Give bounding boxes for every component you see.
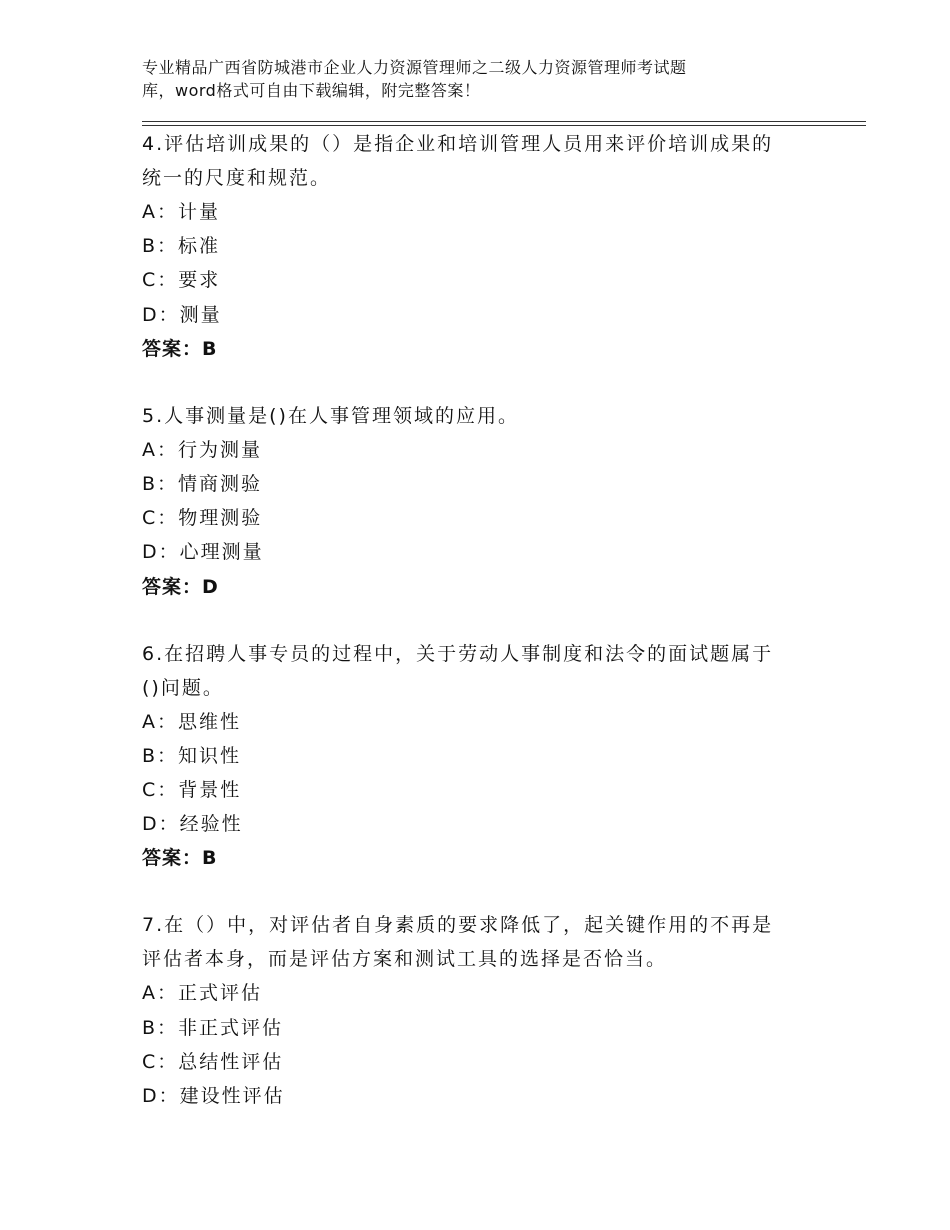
option-d: D：经验性: [142, 813, 243, 836]
option-d: D：测量: [142, 303, 222, 326]
option-d: D：心理测量: [142, 541, 264, 564]
document-header: [142, 56, 802, 102]
header-line-1: 专业精品广西省防城港市企业人力资源管理师之二级人力资源管理师考试题: [142, 58, 687, 77]
option-b: B：情商测验: [142, 473, 263, 496]
option-c: C：要求: [142, 269, 221, 292]
option-c: C：物理测验: [142, 507, 263, 530]
question-stem: 6.在招聘人事专员的过程中，关于劳动人事制度和法令的面试题属于: [142, 642, 774, 665]
option-d: D：建设性评估: [142, 1085, 285, 1108]
answer-label: 答案：B: [142, 337, 218, 360]
question-stem-continued: 评估者本身，而是评估方案和测试工具的选择是否恰当。: [142, 948, 668, 971]
header-rule-top: [142, 121, 866, 122]
question-6: [142, 637, 802, 876]
option-c: C：背景性: [142, 779, 242, 802]
option-b: B：非正式评估: [142, 1016, 284, 1039]
option-b: B：标准: [142, 235, 221, 258]
option-c: C：总结性评估: [142, 1050, 284, 1073]
question-7: [142, 908, 802, 1113]
answer-label: 答案：B: [142, 847, 218, 870]
option-b: B：知识性: [142, 744, 242, 767]
header-line-2: 库，word格式可自由下载编辑，附完整答案！: [142, 81, 481, 100]
question-list: [142, 127, 802, 1146]
question-4: [142, 127, 802, 366]
question-stem-continued: 统一的尺度和规范。: [142, 167, 332, 189]
question-stem: 7.在（）中，对评估者自身素质的要求降低了，起关键作用的不再是: [142, 914, 774, 937]
option-a: A：思维性: [142, 710, 241, 733]
answer-label: 答案：D: [142, 575, 219, 598]
question-stem: 4.评估培训成果的（）是指企业和培训管理人员用来评价培训成果的: [142, 133, 774, 155]
question-5: [142, 399, 802, 604]
question-stem: 5.人事测量是()在人事管理领域的应用。: [142, 404, 519, 427]
option-a: A：行为测量: [142, 438, 262, 461]
option-a: A：正式评估: [142, 982, 262, 1005]
header-rule-bottom: [142, 125, 866, 126]
option-a: A：计量: [142, 201, 220, 223]
question-stem-continued: ()问题。: [142, 676, 224, 699]
